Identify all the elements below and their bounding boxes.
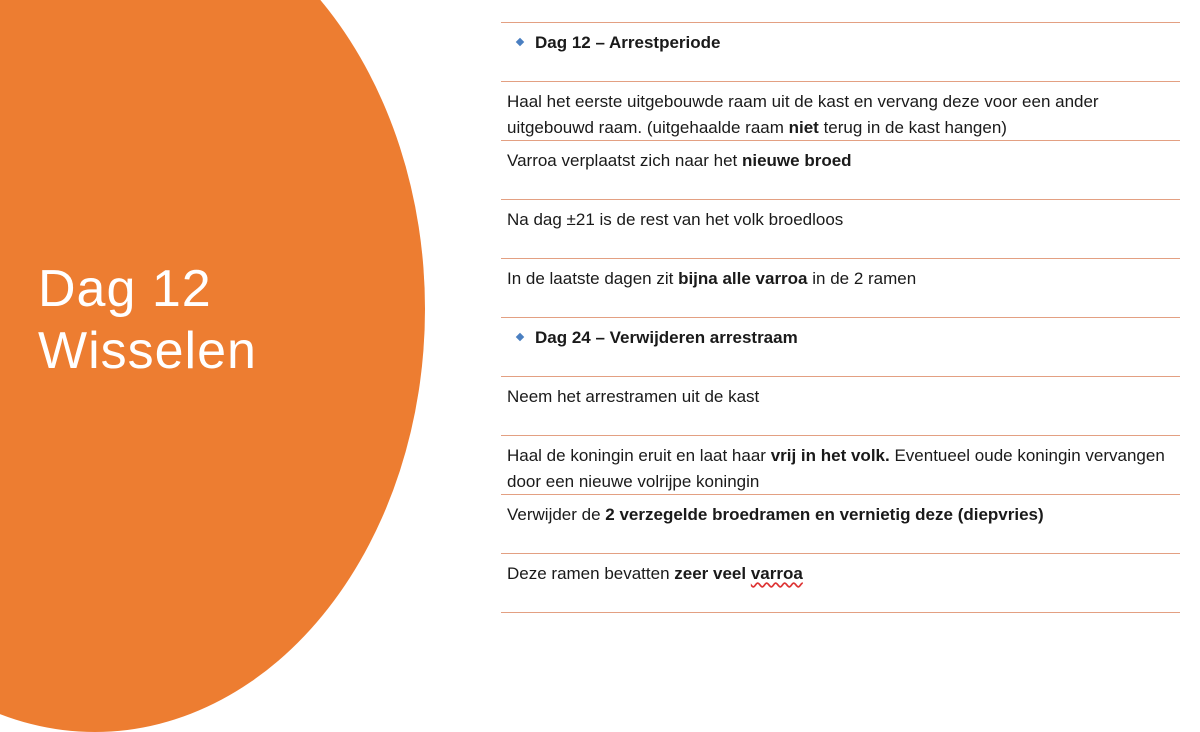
item-text: in de 2 ramen	[807, 269, 917, 288]
section-heading	[501, 318, 1180, 377]
emphasis-text: zeer veel	[674, 564, 751, 583]
section-heading	[501, 23, 1180, 82]
item-text: Eventueel oude koningin vervangen door een nieuwe volrijpe koningin	[507, 446, 1165, 491]
emphasis-text: vrij in het volk.	[770, 446, 890, 465]
item-text: Verwijder de	[507, 505, 606, 524]
emphasis-text: niet	[788, 118, 819, 137]
item-text: Na dag ±21 is de rest van het volk broedloos	[507, 210, 844, 229]
item-text: terug in de kast hangen)	[818, 118, 1007, 137]
item-text: Neem het arrestramen uit de kast	[507, 387, 760, 406]
list-item	[501, 377, 1180, 436]
list-item	[501, 82, 1180, 141]
diamond-bullet-icon	[516, 333, 524, 341]
item-text: Varroa verplaatst zich naar het	[507, 151, 742, 170]
section-heading-text: Dag 24 – Verwijderen arrestraam	[535, 328, 798, 347]
list-item	[501, 495, 1180, 554]
emphasis-text: varroa	[750, 564, 803, 583]
list-item	[501, 200, 1180, 259]
item-text: Haal de koningin eruit en laat haar	[507, 446, 771, 465]
diamond-bullet-icon	[516, 38, 524, 46]
emphasis-text: bijna alle varroa	[678, 269, 808, 288]
slide-title	[38, 258, 257, 382]
slide-title-line2: Wisselen	[38, 322, 257, 380]
list-item	[501, 554, 1180, 613]
content-list	[501, 22, 1180, 613]
item-text: Deze ramen bevatten	[507, 564, 675, 583]
list-item	[501, 259, 1180, 318]
slide-title-line1: Dag 12	[38, 260, 212, 318]
section-heading-text: Dag 12 – Arrestperiode	[535, 33, 721, 52]
list-item	[501, 141, 1180, 200]
emphasis-text: 2 verzegelde broedramen en vernietig deze (diepvries)	[605, 505, 1044, 524]
list-item	[501, 436, 1180, 495]
item-text: In de laatste dagen zit	[507, 269, 679, 288]
emphasis-text: nieuwe broed	[741, 151, 852, 170]
item-text: Haal het eerste uitgebouwde raam uit de kast en vervang deze voor een ander uitgebouwd raam. (uitgehaalde raam	[507, 92, 1099, 137]
